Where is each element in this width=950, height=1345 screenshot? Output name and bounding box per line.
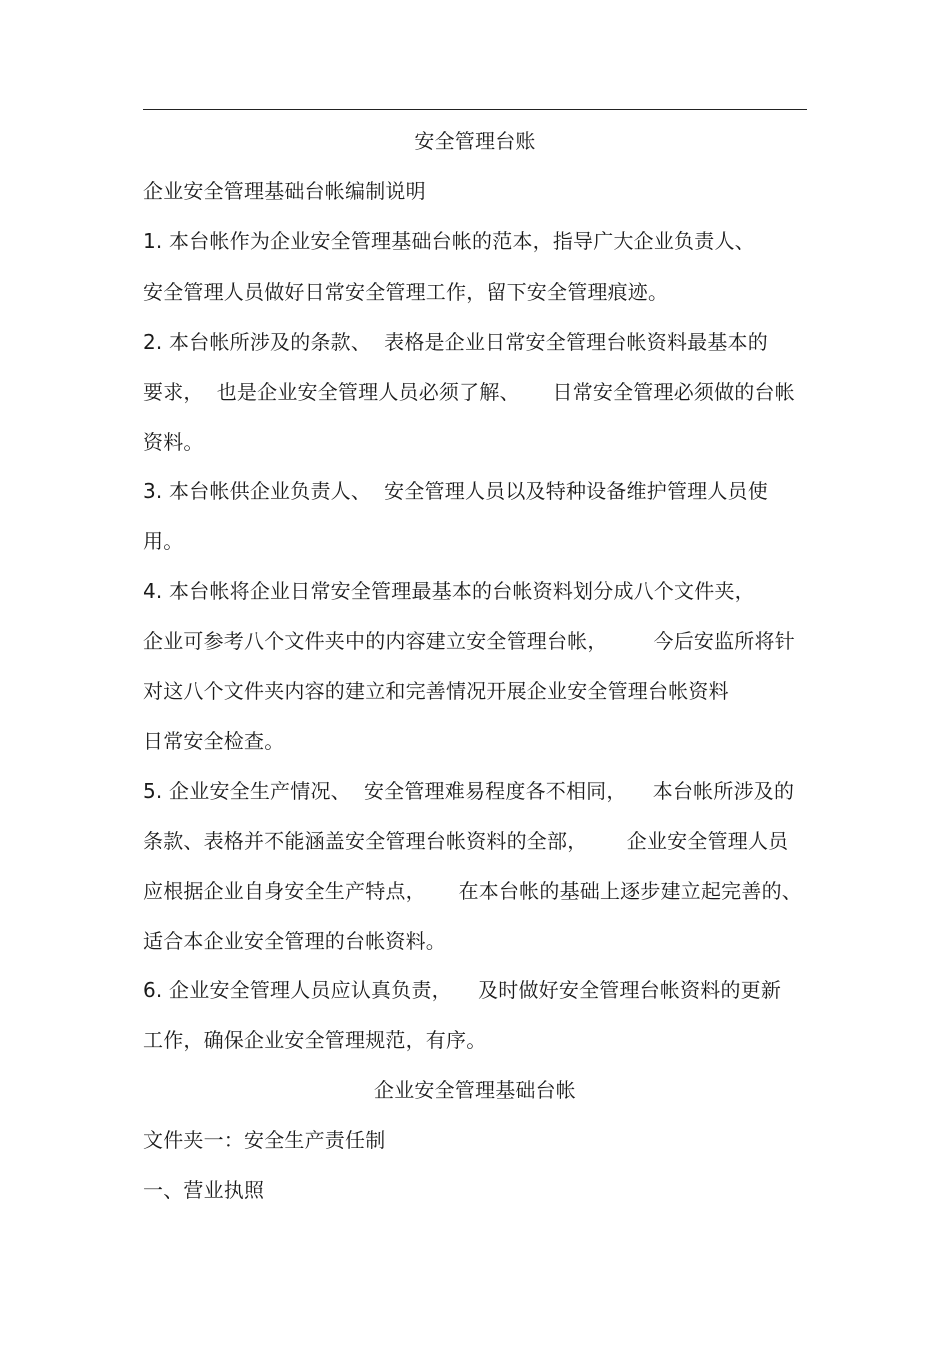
- paragraph-line: 工作，确保企业安全管理规范，有序。: [143, 1028, 487, 1052]
- paragraph-line: 用。: [143, 529, 184, 553]
- paragraph-line: 4. 本台帐将企业日常安全管理最基本的台帐资料划分成八个文件夹，: [143, 579, 755, 603]
- paragraph-line: 应根据企业自身安全生产特点， 在本台帐的基础上逐步建立起完善的、: [143, 879, 802, 903]
- paragraph-line: 条款、表格并不能涵盖安全管理台帐资料的全部， 企业安全管理人员: [143, 829, 789, 853]
- paragraph-line: 安全管理人员做好日常安全管理工作，留下安全管理痕迹。: [143, 280, 669, 304]
- paragraph-line: 2. 本台帐所涉及的条款、 表格是企业日常安全管理台帐资料最基本的: [143, 330, 768, 354]
- item-heading: 一、营业执照: [143, 1178, 265, 1202]
- paragraph-line: 3. 本台帐供企业负责人、 安全管理人员以及特种设备维护管理人员使: [143, 479, 768, 503]
- paragraph-line: 对这八个文件夹内容的建立和完善情况开展企业安全管理台帐资料: [143, 679, 729, 703]
- paragraph-line: 日常安全检查。: [143, 729, 285, 753]
- paragraph-line: 企业可参考八个文件夹中的内容建立安全管理台帐， 今后安监所将针: [143, 629, 795, 653]
- paragraph-line: 5. 企业安全生产情况、 安全管理难易程度各不相同， 本台帐所涉及的: [143, 779, 795, 803]
- paragraph-line: 要求， 也是企业安全管理人员必须了解、 日常安全管理必须做的台帐: [143, 380, 795, 404]
- section-title: 企业安全管理基础台帐: [374, 1078, 576, 1102]
- document-title: 安全管理台账: [414, 129, 536, 153]
- paragraph-line: 资料。: [143, 430, 204, 454]
- folder-heading: 文件夹一：安全生产责任制: [143, 1128, 386, 1152]
- paragraph-line: 1. 本台帐作为企业安全管理基础台帐的范本，指导广大企业负责人、: [143, 229, 755, 253]
- document-subtitle: 企业安全管理基础台帐编制说明: [143, 179, 426, 203]
- paragraph-line: 6. 企业安全管理人员应认真负责， 及时做好安全管理台帐资料的更新: [143, 978, 782, 1002]
- paragraph-line: 适合本企业安全管理的台帐资料。: [143, 929, 446, 953]
- top-rule: [143, 109, 807, 110]
